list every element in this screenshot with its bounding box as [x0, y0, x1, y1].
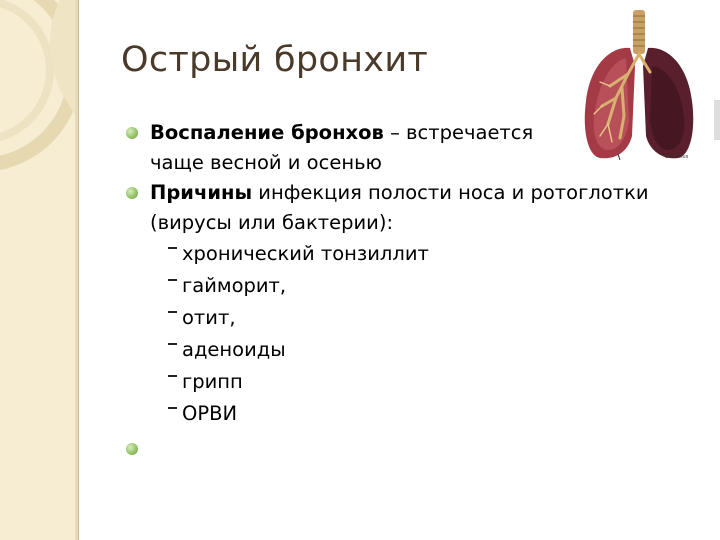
side-panel [0, 0, 79, 540]
dash-icon [168, 407, 177, 409]
dash-icon [168, 343, 177, 345]
bullet-icon [126, 187, 138, 199]
dash-icon [168, 279, 177, 281]
sub-item [126, 238, 686, 270]
sub-item-text: грипп [182, 370, 243, 393]
slide-title: Острый бронхит [121, 40, 429, 80]
sub-item-text: отит, [182, 306, 236, 329]
decorative-circles [0, 0, 78, 540]
bullet-text-cont: чаще весной и осенью [150, 151, 382, 174]
bullet-icon [126, 443, 138, 455]
sub-item [126, 302, 686, 334]
bullet-icon [126, 127, 138, 139]
sub-item-text: гайморит, [182, 274, 287, 297]
bullet-item [126, 118, 686, 178]
dash-icon [168, 247, 177, 249]
bullet-text-cont: (вирусы или бактерии): [150, 211, 394, 234]
edge-mark [714, 100, 720, 140]
bullet-bold: Воспаление бронхов [150, 121, 384, 144]
sub-item [126, 270, 686, 302]
slide-body [126, 118, 686, 464]
bullet-item [126, 178, 686, 238]
bullet-bold: Причины [150, 181, 253, 204]
bullet-item-empty [126, 434, 686, 464]
bullet-text: – встречается [383, 121, 534, 144]
dash-icon [168, 375, 177, 377]
sub-item-text: ОРВИ [182, 402, 238, 425]
sub-item [126, 366, 686, 398]
dash-icon [168, 311, 177, 313]
sub-item-text: хронический тонзиллит [182, 242, 429, 265]
sub-item [126, 398, 686, 430]
bullet-text: инфекция полости носа и ротоглотки [252, 181, 649, 204]
sub-item-text: аденоиды [182, 338, 286, 361]
sub-item [126, 334, 686, 366]
image-caption: Bronchus [665, 154, 689, 160]
